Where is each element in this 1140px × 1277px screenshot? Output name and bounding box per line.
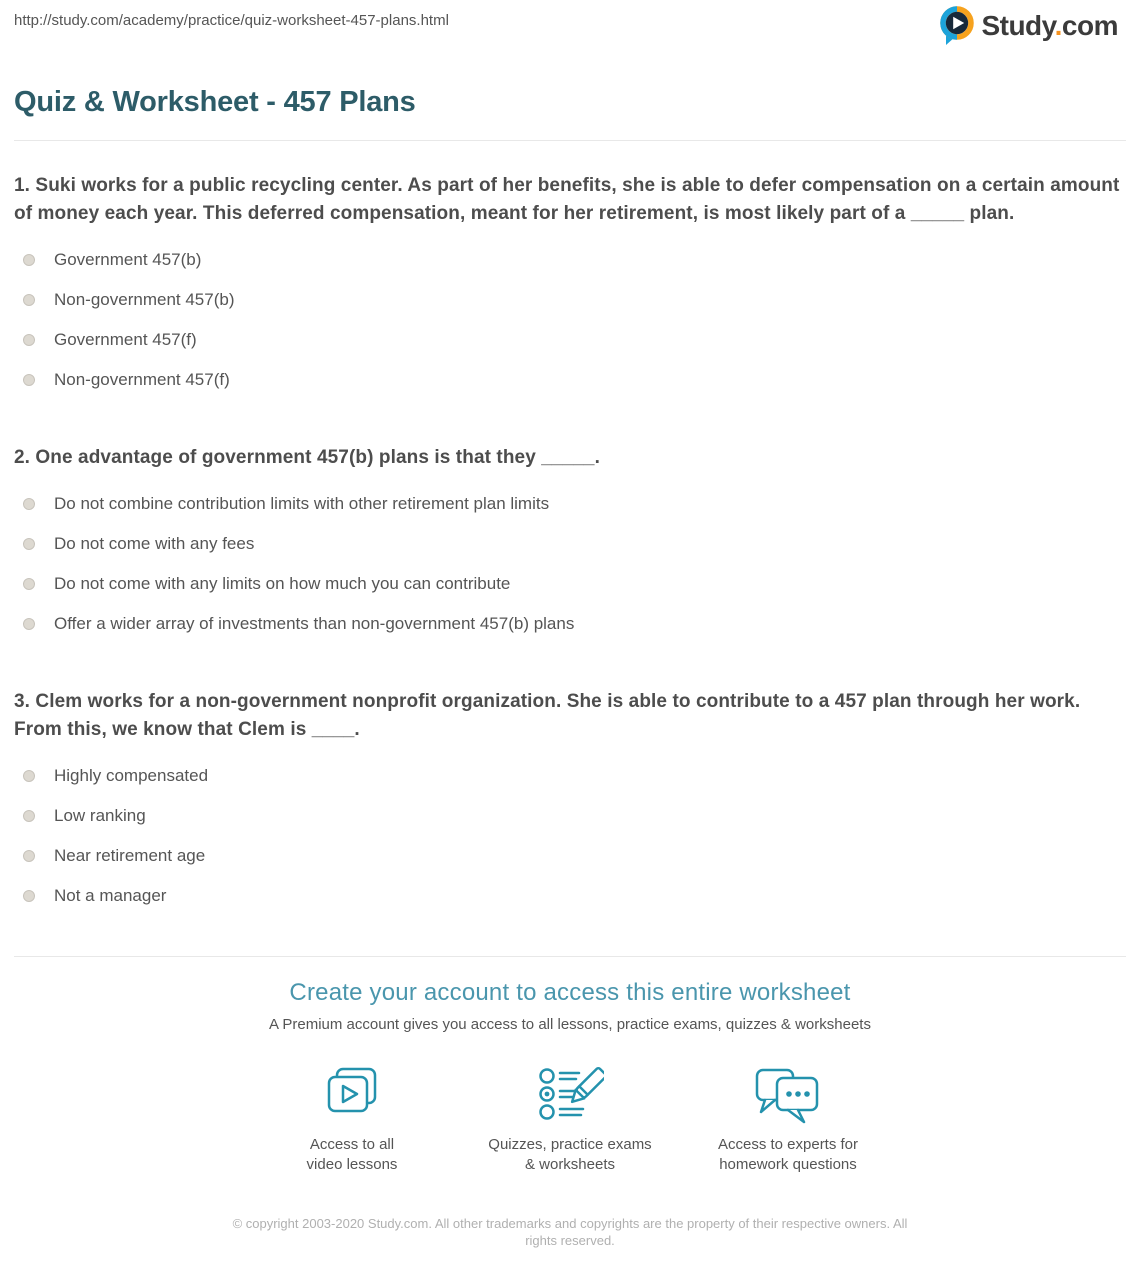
question-1-option-1[interactable] <box>14 240 1126 280</box>
question-2-text: 2. One advantage of government 457(b) plans is that they _____. <box>14 447 600 468</box>
page-title: Quiz & Worksheet - 457 Plans <box>14 86 416 118</box>
cta-heading: Create your account to access this entire worksheet <box>289 979 851 1006</box>
option-label[interactable]: Non-government 457(b) <box>54 290 235 309</box>
option-label[interactable]: Do not come with any limits on how much you can contribute <box>54 574 511 593</box>
question-3-options <box>14 756 1126 916</box>
option-label[interactable]: Non-government 457(f) <box>54 370 230 389</box>
option-label[interactable]: Not a manager <box>54 886 167 905</box>
option-label[interactable]: Low ranking <box>54 806 146 825</box>
option-label[interactable]: Government 457(f) <box>54 330 197 349</box>
features-row <box>14 1063 1126 1175</box>
radio-button[interactable] <box>23 334 35 346</box>
radio-button[interactable] <box>23 618 35 630</box>
question-2 <box>14 444 1126 644</box>
studycom-play-icon <box>939 6 975 46</box>
feature-label: Quizzes, practice exams & worksheets <box>488 1136 652 1173</box>
question-1 <box>14 172 1126 400</box>
radio-button[interactable] <box>23 498 35 510</box>
radio-button[interactable] <box>23 538 35 550</box>
question-2-option-3[interactable] <box>14 564 1126 604</box>
option-label[interactable]: Government 457(b) <box>54 250 202 269</box>
option-label[interactable]: Do not come with any fees <box>54 534 255 553</box>
feature-label: Access to all video lessons <box>306 1136 398 1173</box>
radio-button[interactable] <box>23 254 35 266</box>
option-label[interactable]: Highly compensated <box>54 766 209 785</box>
radio-button[interactable] <box>23 294 35 306</box>
question-1-options <box>14 240 1126 400</box>
logo-dot: . <box>1054 10 1062 41</box>
copyright-text: © copyright 2003-2020 Study.com. All other trademarks and copyrights are the property of their respective owners. All rights reserved. <box>232 1216 908 1248</box>
radio-button[interactable] <box>23 374 35 386</box>
question-3 <box>14 688 1126 916</box>
question-2-option-2[interactable] <box>14 524 1126 564</box>
question-2-options <box>14 484 1126 644</box>
page-header <box>14 0 1126 52</box>
question-2-option-4[interactable] <box>14 604 1126 644</box>
logo-text: Study.com <box>981 10 1118 41</box>
page-url: http://study.com/academy/practice/quiz-worksheet-457-plans.html <box>14 12 449 29</box>
cta-divider <box>14 956 1126 957</box>
studycom-logo[interactable] <box>939 6 1118 46</box>
feature-video-lessons <box>243 1063 461 1175</box>
title-divider <box>14 140 1126 141</box>
question-1-option-2[interactable] <box>14 280 1126 320</box>
option-label[interactable]: Do not combine contribution limits with other retirement plan limits <box>54 494 550 513</box>
question-3-option-3[interactable] <box>14 836 1126 876</box>
feature-expert-help <box>679 1063 897 1175</box>
question-3-option-1[interactable] <box>14 756 1126 796</box>
cta-section <box>14 979 1126 1033</box>
quiz-pencil-icon <box>461 1063 679 1125</box>
radio-button[interactable] <box>23 850 35 862</box>
radio-button[interactable] <box>23 890 35 902</box>
feature-quizzes-worksheets <box>461 1063 679 1175</box>
video-lessons-icon <box>243 1063 461 1125</box>
question-3-text: 3. Clem works for a non-government nonprofit organization. She is able to contribute to a 457 plan through her work. From this, we know that Clem is ____. <box>14 691 1081 740</box>
radio-button[interactable] <box>23 810 35 822</box>
option-label[interactable]: Near retirement age <box>54 846 206 865</box>
radio-button[interactable] <box>23 770 35 782</box>
radio-button[interactable] <box>23 578 35 590</box>
cta-subtext: A Premium account gives you access to all lessons, practice exams, quizzes & worksheets <box>269 1016 871 1033</box>
question-3-option-4[interactable] <box>14 876 1126 916</box>
question-1-option-4[interactable] <box>14 360 1126 400</box>
question-2-option-1[interactable] <box>14 484 1126 524</box>
option-label[interactable]: Offer a wider array of investments than non-government 457(b) plans <box>54 614 575 633</box>
chat-bubbles-icon <box>679 1063 897 1125</box>
question-3-option-2[interactable] <box>14 796 1126 836</box>
feature-label: Access to experts for homework questions <box>717 1136 859 1173</box>
question-1-option-3[interactable] <box>14 320 1126 360</box>
question-1-text: 1. Suki works for a public recycling center. As part of her benefits, she is able to defer compensation on a certain amount of money each year. This deferred compensation, meant for her retirement, is most likely part of a _____ plan. <box>14 175 1120 224</box>
